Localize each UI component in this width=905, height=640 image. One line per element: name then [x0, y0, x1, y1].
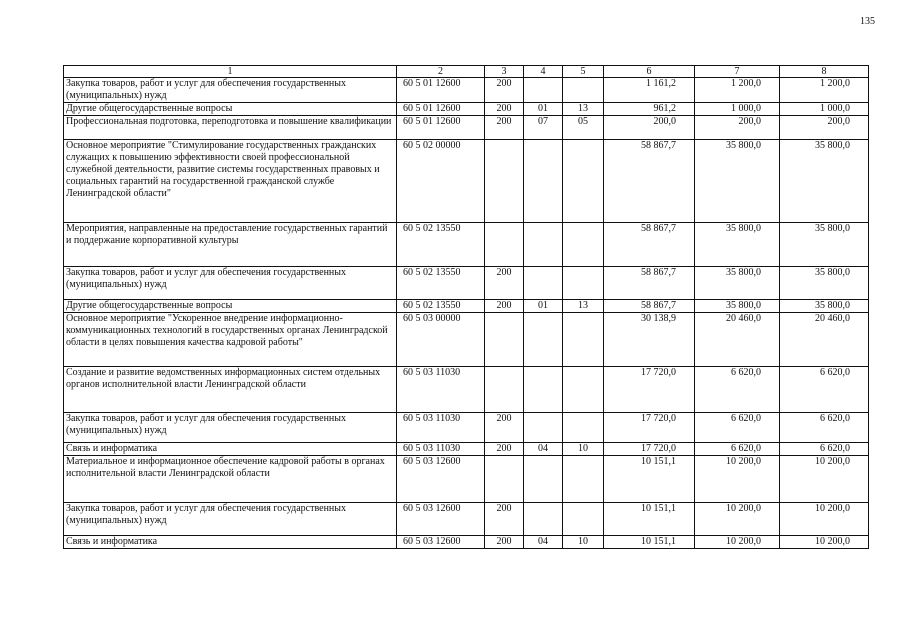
row-value-col7: 20 460,0 [695, 313, 780, 367]
row-value-col6: 30 138,9 [604, 313, 695, 367]
row-code: 60 5 01 12600 [397, 103, 485, 116]
row-name: Основное мероприятие "Стимулирование государственных гражданских служащих к повышению эффективности своей профессиональной служебной деятельности, развитие системы государственных правовых и социальных гарантий на государственной гражданской службе Ленинградской области" [64, 140, 397, 223]
row-value-col6: 17 720,0 [604, 443, 695, 456]
row-expense-type: 200 [485, 103, 524, 116]
row-value-col8: 20 460,0 [780, 313, 869, 367]
row-subsection [563, 78, 604, 103]
row-value-col6: 200,0 [604, 116, 695, 140]
row-section: 04 [524, 536, 563, 549]
row-value-col6: 10 151,1 [604, 536, 695, 549]
row-value-col7: 6 620,0 [695, 367, 780, 413]
header-cell: 8 [780, 66, 869, 78]
row-subsection [563, 267, 604, 300]
row-expense-type: 200 [485, 267, 524, 300]
row-value-col8: 35 800,0 [780, 223, 869, 267]
row-name: Другие общегосударственные вопросы [64, 103, 397, 116]
row-value-col6: 58 867,7 [604, 300, 695, 313]
row-expense-type [485, 313, 524, 367]
budget-table [63, 65, 869, 549]
row-code: 60 5 03 12600 [397, 536, 485, 549]
row-section [524, 267, 563, 300]
row-value-col7: 35 800,0 [695, 267, 780, 300]
row-subsection [563, 503, 604, 536]
row-code: 60 5 03 00000 [397, 313, 485, 367]
table-row [64, 536, 869, 549]
header-cell: 7 [695, 66, 780, 78]
row-expense-type: 200 [485, 78, 524, 103]
row-subsection [563, 140, 604, 223]
row-expense-type [485, 223, 524, 267]
row-subsection: 10 [563, 443, 604, 456]
row-value-col8: 35 800,0 [780, 267, 869, 300]
row-code: 60 5 01 12600 [397, 78, 485, 103]
row-code: 60 5 03 11030 [397, 413, 485, 443]
row-expense-type [485, 456, 524, 503]
table-row [64, 223, 869, 267]
row-value-col8: 6 620,0 [780, 443, 869, 456]
row-value-col6: 1 161,2 [604, 78, 695, 103]
row-section: 01 [524, 300, 563, 313]
row-subsection [563, 367, 604, 413]
row-value-col8: 6 620,0 [780, 413, 869, 443]
row-value-col7: 6 620,0 [695, 413, 780, 443]
row-code: 60 5 02 13550 [397, 223, 485, 267]
row-name: Основное мероприятие "Ускоренное внедрение информационно-коммуникационных технологий в государственных органах Ленинградской области в целях повышения качества кадровой работы" [64, 313, 397, 367]
row-expense-type: 200 [485, 443, 524, 456]
row-code: 60 5 02 00000 [397, 140, 485, 223]
table-row [64, 140, 869, 223]
row-subsection: 10 [563, 536, 604, 549]
row-value-col7: 1 000,0 [695, 103, 780, 116]
row-value-col7: 35 800,0 [695, 223, 780, 267]
row-value-col6: 10 151,1 [604, 456, 695, 503]
row-expense-type: 200 [485, 413, 524, 443]
row-name: Материальное и информационное обеспечение кадровой работы в органах исполнительной власти Ленинградской области [64, 456, 397, 503]
row-value-col6: 961,2 [604, 103, 695, 116]
row-subsection [563, 313, 604, 367]
row-code: 60 5 02 13550 [397, 300, 485, 313]
row-value-col6: 10 151,1 [604, 503, 695, 536]
row-name: Создание и развитие ведомственных информационных систем отдельных органов исполнительной власти Ленинградской области [64, 367, 397, 413]
row-code: 60 5 03 11030 [397, 367, 485, 413]
row-value-col6: 17 720,0 [604, 367, 695, 413]
row-name: Закупка товаров, работ и услуг для обеспечения государственных (муниципальных) нужд [64, 267, 397, 300]
row-subsection [563, 456, 604, 503]
row-code: 60 5 03 12600 [397, 456, 485, 503]
row-subsection: 05 [563, 116, 604, 140]
table-row [64, 413, 869, 443]
row-value-col7: 35 800,0 [695, 300, 780, 313]
row-code: 60 5 02 13550 [397, 267, 485, 300]
row-value-col8: 35 800,0 [780, 140, 869, 223]
row-section [524, 456, 563, 503]
table-row [64, 313, 869, 367]
row-section [524, 313, 563, 367]
row-code: 60 5 03 12600 [397, 503, 485, 536]
row-value-col8: 10 200,0 [780, 456, 869, 503]
page-number: 135 [860, 16, 875, 27]
row-value-col7: 10 200,0 [695, 536, 780, 549]
row-value-col7: 10 200,0 [695, 503, 780, 536]
row-expense-type: 200 [485, 300, 524, 313]
row-value-col6: 58 867,7 [604, 140, 695, 223]
row-section [524, 367, 563, 413]
table-header-row [64, 66, 869, 78]
row-name: Закупка товаров, работ и услуг для обеспечения государственных (муниципальных) нужд [64, 78, 397, 103]
row-name: Связь и информатика [64, 536, 397, 549]
row-value-col7: 35 800,0 [695, 140, 780, 223]
row-section: 04 [524, 443, 563, 456]
row-name: Профессиональная подготовка, переподготовка и повышение квалификации [64, 116, 397, 140]
row-value-col8: 10 200,0 [780, 536, 869, 549]
row-section [524, 78, 563, 103]
row-value-col8: 200,0 [780, 116, 869, 140]
row-value-col8: 6 620,0 [780, 367, 869, 413]
row-section: 07 [524, 116, 563, 140]
table-row [64, 103, 869, 116]
row-name: Связь и информатика [64, 443, 397, 456]
row-value-col6: 17 720,0 [604, 413, 695, 443]
row-value-col7: 200,0 [695, 116, 780, 140]
table-row [64, 267, 869, 300]
row-name: Закупка товаров, работ и услуг для обеспечения государственных (муниципальных) нужд [64, 503, 397, 536]
row-expense-type [485, 367, 524, 413]
row-subsection [563, 413, 604, 443]
table-row [64, 367, 869, 413]
row-value-col8: 35 800,0 [780, 300, 869, 313]
table-row [64, 443, 869, 456]
row-name: Закупка товаров, работ и услуг для обеспечения государственных (муниципальных) нужд [64, 413, 397, 443]
row-name: Другие общегосударственные вопросы [64, 300, 397, 313]
row-value-col8: 1 200,0 [780, 78, 869, 103]
row-subsection: 13 [563, 300, 604, 313]
table-row [64, 116, 869, 140]
table-row [64, 503, 869, 536]
row-subsection [563, 223, 604, 267]
row-section [524, 413, 563, 443]
row-value-col6: 58 867,7 [604, 267, 695, 300]
row-code: 60 5 01 12600 [397, 116, 485, 140]
row-section: 01 [524, 103, 563, 116]
table-row [64, 456, 869, 503]
row-expense-type: 200 [485, 503, 524, 536]
header-cell: 1 [64, 66, 397, 78]
row-expense-type: 200 [485, 536, 524, 549]
table-row [64, 300, 869, 313]
row-value-col7: 1 200,0 [695, 78, 780, 103]
row-value-col6: 58 867,7 [604, 223, 695, 267]
row-section [524, 223, 563, 267]
row-expense-type: 200 [485, 116, 524, 140]
row-expense-type [485, 140, 524, 223]
row-section [524, 140, 563, 223]
header-cell: 6 [604, 66, 695, 78]
row-section [524, 503, 563, 536]
header-cell: 2 [397, 66, 485, 78]
row-name: Мероприятия, направленные на предоставление государственных гарантий и поддержание корпоративной культуры [64, 223, 397, 267]
header-cell: 4 [524, 66, 563, 78]
header-cell: 5 [563, 66, 604, 78]
row-value-col7: 6 620,0 [695, 443, 780, 456]
row-value-col7: 10 200,0 [695, 456, 780, 503]
row-value-col8: 1 000,0 [780, 103, 869, 116]
row-code: 60 5 03 11030 [397, 443, 485, 456]
row-subsection: 13 [563, 103, 604, 116]
header-cell: 3 [485, 66, 524, 78]
table-row [64, 78, 869, 103]
row-value-col8: 10 200,0 [780, 503, 869, 536]
